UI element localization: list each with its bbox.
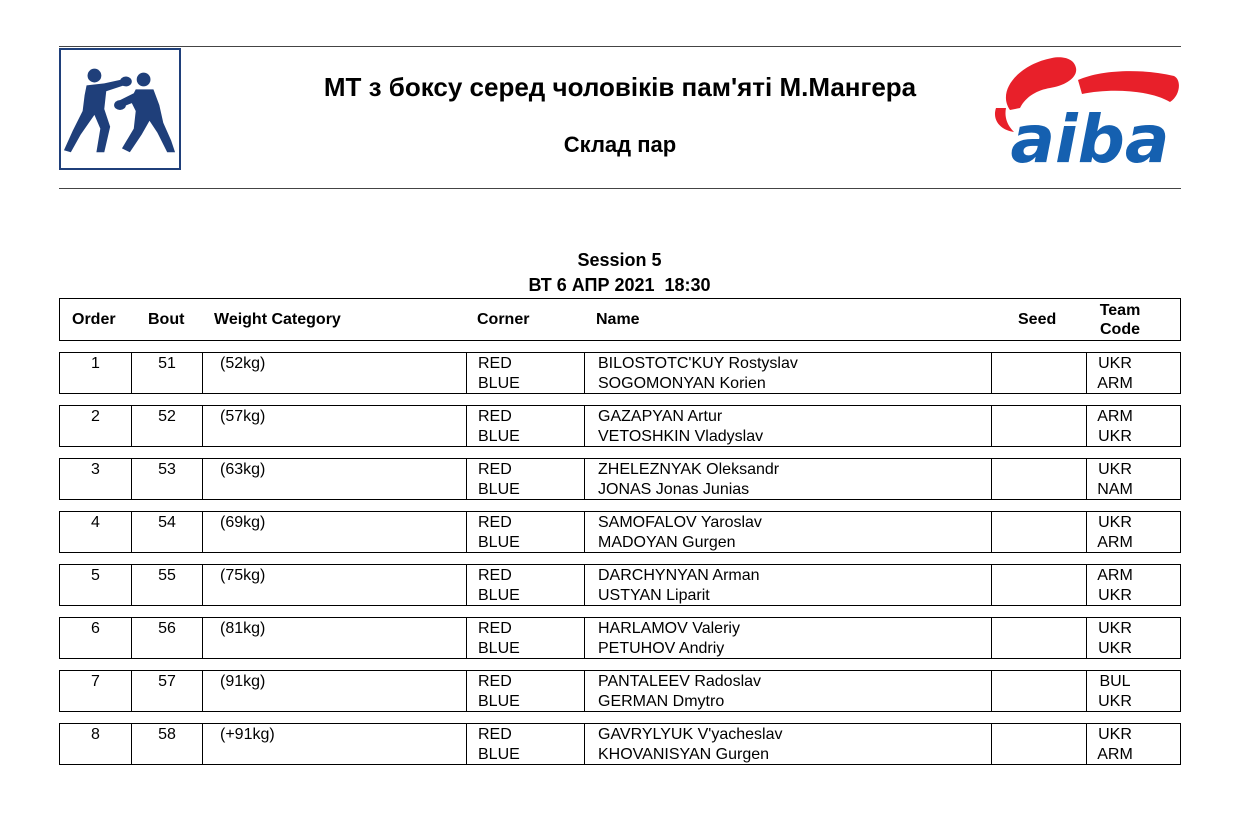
- bout-order: 1: [91, 355, 100, 372]
- cell-divider: [584, 353, 585, 393]
- cell-divider: [991, 406, 992, 446]
- blue-corner-label: BLUE: [478, 587, 520, 604]
- cell-divider: [466, 671, 467, 711]
- blue-team-code: ARM: [1097, 534, 1133, 551]
- blue-boxer-name: KHOVANISYAN Gurgen: [598, 746, 770, 763]
- red-team-code: UKR: [1098, 514, 1132, 531]
- cell-divider: [202, 618, 203, 658]
- red-corner-label: RED: [478, 461, 512, 478]
- red-corner-label: RED: [478, 408, 512, 425]
- blue-team-code: UKR: [1098, 693, 1132, 710]
- red-boxer-name: PANTALEEV Radoslav: [598, 673, 762, 690]
- red-team-code: ARM: [1097, 408, 1133, 425]
- red-boxer-name: BILOSTOTC'KUY Rostyslav: [598, 355, 798, 372]
- cell-divider: [584, 459, 585, 499]
- column-header-corner: Corner: [477, 311, 530, 328]
- cell-divider: [202, 512, 203, 552]
- cell-divider: [466, 353, 467, 393]
- blue-corner-label: BLUE: [478, 481, 520, 498]
- blue-corner-label: BLUE: [478, 640, 520, 657]
- weight-category: (+91kg): [220, 726, 275, 743]
- bout-number: 54: [158, 514, 176, 531]
- aiba-logo-text: aiba: [1010, 101, 1170, 168]
- column-header-order: Order: [72, 311, 116, 328]
- page-title: МТ з боксу серед чоловіків пам'яті М.Мангера: [323, 72, 917, 102]
- column-header-team-line2: Code: [1100, 321, 1140, 338]
- blue-boxer-name: PETUHOV Andriy: [598, 640, 725, 657]
- bout-number: 56: [158, 620, 176, 637]
- cell-divider: [202, 406, 203, 446]
- cell-divider: [584, 565, 585, 605]
- red-team-code: UKR: [1098, 355, 1132, 372]
- cell-divider: [466, 406, 467, 446]
- weight-category: (57kg): [220, 408, 266, 425]
- blue-corner-label: BLUE: [478, 375, 520, 392]
- column-header-team-code: [1090, 301, 1150, 339]
- red-corner-label: RED: [478, 355, 512, 372]
- red-team-code: BUL: [1099, 673, 1131, 690]
- blue-corner-label: BLUE: [478, 534, 520, 551]
- session-datetime: ВТ 6 АПР 2021 18:30: [528, 275, 711, 295]
- header-top-rule: [59, 46, 1181, 47]
- blue-team-code: ARM: [1097, 375, 1133, 392]
- cell-divider: [584, 512, 585, 552]
- bout-number: 51: [158, 355, 176, 372]
- cell-divider: [584, 406, 585, 446]
- bout-row: [59, 670, 1181, 712]
- blue-team-code: UKR: [1098, 428, 1132, 445]
- column-header-weight: Weight Category: [214, 311, 341, 328]
- cell-divider: [991, 565, 992, 605]
- boxers-icon: [59, 48, 181, 170]
- bout-number: 55: [158, 567, 176, 584]
- bout-row: [59, 617, 1181, 659]
- weight-category: (81kg): [220, 620, 266, 637]
- bout-order: 5: [91, 567, 100, 584]
- bout-number: 52: [158, 408, 176, 425]
- red-boxer-name: SAMOFALOV Yaroslav: [598, 514, 762, 531]
- weight-category: (69kg): [220, 514, 266, 531]
- session-title: Session 5: [577, 250, 662, 270]
- cell-divider: [991, 512, 992, 552]
- red-corner-label: RED: [478, 673, 512, 690]
- cell-divider: [466, 512, 467, 552]
- weight-category: (52kg): [220, 355, 266, 372]
- cell-divider: [991, 671, 992, 711]
- cell-divider: [466, 618, 467, 658]
- red-team-code: UKR: [1098, 726, 1132, 743]
- cell-divider: [991, 724, 992, 764]
- cell-divider: [584, 618, 585, 658]
- bout-row: [59, 458, 1181, 500]
- blue-boxer-name: SOGOMONYAN Korien: [598, 375, 766, 392]
- aiba-logo: [990, 50, 1185, 168]
- cell-divider: [202, 671, 203, 711]
- column-header-team-line1: Team: [1099, 302, 1141, 319]
- blue-corner-label: BLUE: [478, 746, 520, 763]
- bout-row: [59, 723, 1181, 765]
- red-boxer-name: GAZAPYAN Artur: [598, 408, 723, 425]
- cell-divider: [466, 459, 467, 499]
- red-team-code: ARM: [1097, 567, 1133, 584]
- blue-team-code: NAM: [1097, 481, 1133, 498]
- red-boxer-name: HARLAMOV Valeriy: [598, 620, 740, 637]
- red-corner-label: RED: [478, 514, 512, 531]
- bout-order: 7: [91, 673, 100, 690]
- bout-order: 4: [91, 514, 100, 531]
- bout-number: 57: [158, 673, 176, 690]
- red-team-code: UKR: [1098, 461, 1132, 478]
- blue-boxer-name: JONAS Jonas Junias: [598, 481, 750, 498]
- red-corner-label: RED: [478, 726, 512, 743]
- cell-divider: [466, 724, 467, 764]
- red-corner-label: RED: [478, 567, 512, 584]
- blue-team-code: UKR: [1098, 640, 1132, 657]
- cell-divider: [202, 353, 203, 393]
- blue-corner-label: BLUE: [478, 693, 520, 710]
- page-subtitle: Склад пар: [563, 132, 677, 157]
- header-bottom-rule: [59, 188, 1181, 189]
- weight-category: (91kg): [220, 673, 266, 690]
- blue-team-code: ARM: [1097, 746, 1133, 763]
- blue-corner-label: BLUE: [478, 428, 520, 445]
- column-header-name: Name: [596, 311, 640, 328]
- bout-order: 8: [91, 726, 100, 743]
- bout-order: 6: [91, 620, 100, 637]
- cell-divider: [202, 459, 203, 499]
- weight-category: (63kg): [220, 461, 266, 478]
- red-boxer-name: GAVRYLYUK V'yacheslav: [598, 726, 783, 743]
- blue-boxer-name: MADOYAN Gurgen: [598, 534, 736, 551]
- weight-category: (75kg): [220, 567, 266, 584]
- red-team-code: UKR: [1098, 620, 1132, 637]
- bout-order: 2: [91, 408, 100, 425]
- bout-row: [59, 511, 1181, 553]
- cell-divider: [202, 724, 203, 764]
- bout-number: 53: [158, 461, 176, 478]
- blue-team-code: UKR: [1098, 587, 1132, 604]
- cell-divider: [991, 459, 992, 499]
- blue-boxer-name: GERMAN Dmytro: [598, 693, 725, 710]
- cell-divider: [584, 671, 585, 711]
- red-boxer-name: DARCHYNYAN Arman: [598, 567, 760, 584]
- red-boxer-name: ZHELEZNYAK Oleksandr: [598, 461, 780, 478]
- bout-row: [59, 352, 1181, 394]
- table-header: [59, 298, 1181, 341]
- cell-divider: [584, 724, 585, 764]
- cell-divider: [991, 353, 992, 393]
- bout-row: [59, 564, 1181, 606]
- bout-order: 3: [91, 461, 100, 478]
- bout-row: [59, 405, 1181, 447]
- bout-number: 58: [158, 726, 176, 743]
- red-corner-label: RED: [478, 620, 512, 637]
- column-header-seed: Seed: [1018, 311, 1057, 328]
- cell-divider: [466, 565, 467, 605]
- cell-divider: [202, 565, 203, 605]
- column-header-bout: Bout: [148, 311, 185, 328]
- blue-boxer-name: USTYAN Liparit: [598, 587, 710, 604]
- blue-boxer-name: VETOSHKIN Vladyslav: [598, 428, 764, 445]
- cell-divider: [991, 618, 992, 658]
